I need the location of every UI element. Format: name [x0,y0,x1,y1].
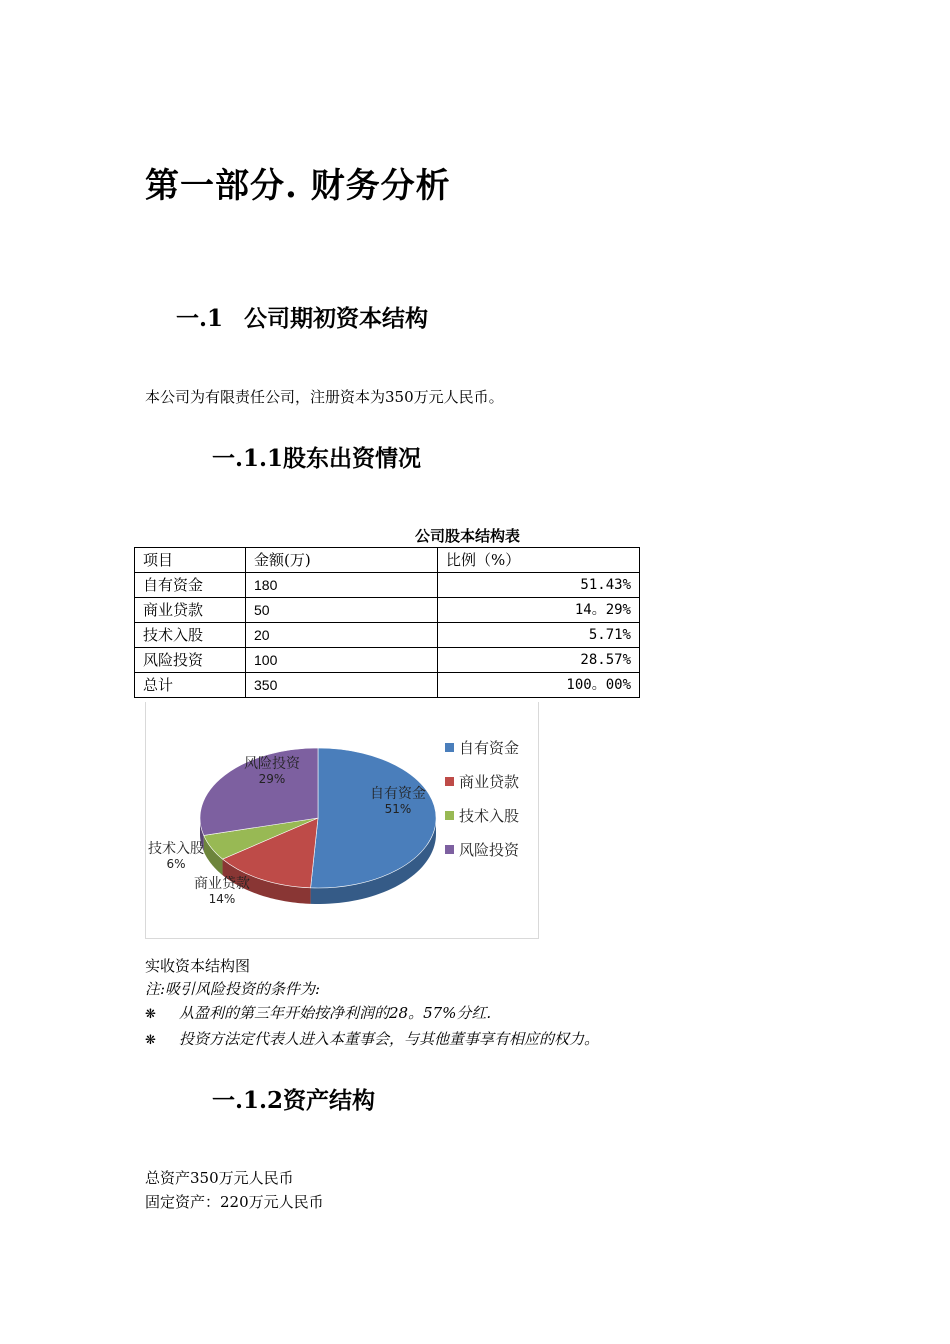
cell-ratio: 100。00% [438,673,640,698]
section-title: 公司期初资本结构 [244,305,428,332]
pie-chart-area [145,702,539,939]
pie-value-label: 6% [166,857,186,871]
table-header-row [135,548,640,573]
table-row [135,623,640,648]
cell-item: 自有资金 [135,573,246,598]
snowflake-bullet-icon: ❋ [145,1033,156,1048]
cell-amount: 20 [246,623,438,648]
pie-value-label: 14% [208,892,236,906]
part-title: 第一部分. 财务分析 [145,166,451,206]
table-row-total [135,673,640,698]
note-bullet-text: 从盈利的第三年开始按净利润的28。57%分红. [179,1004,492,1022]
legend-swatch [445,777,454,786]
cell-ratio: 5.71% [438,623,640,648]
section-heading [176,300,428,333]
cell-ratio: 14。29% [438,598,640,623]
subsection-heading-assets: 一.1.2资产结构 [212,1087,376,1114]
intro-paragraph: 本公司为有限责任公司，注册资本为350万元人民币。 [145,388,504,406]
chart-caption: 实收资本结构图 [145,957,251,975]
equity-table [134,547,640,698]
subsection-heading-shareholders: 一.1.1股东出资情况 [212,445,422,472]
assets-fixed: 固定资产：220万元人民币 [145,1193,324,1211]
pie-category-label: 自有资金 [370,786,426,802]
cell-item: 总计 [135,673,246,698]
cell-ratio: 51.43% [438,573,640,598]
snowflake-bullet-icon: ❋ [145,1007,156,1022]
cell-amount: 50 [246,598,438,623]
cell-item: 风险投资 [135,648,246,673]
pie-category-label: 风险投资 [244,756,300,772]
cell-amount: 350 [246,673,438,698]
cell-ratio: 28.57% [438,648,640,673]
header-cell-amount: 金额(万) [246,548,438,573]
pie-category-label: 商业贷款 [194,876,250,892]
pie-category-label: 技术入股 [148,841,204,857]
header-cell-item: 项目 [135,548,246,573]
section-number: 一.1 [176,305,224,332]
cell-amount: 100 [246,648,438,673]
pie-value-label: 51% [384,802,412,816]
pie-value-label: 29% [258,772,286,786]
table-caption: 公司股本结构表 [415,527,521,545]
note-intro: 注:吸引风险投资的条件为: [145,980,321,998]
table-row [135,573,640,598]
note-bullet-text: 投资方法定代表人进入本董事会，与其他董事享有相应的权力。 [179,1030,600,1048]
assets-total: 总资产350万元人民币 [145,1169,294,1187]
legend-swatch [445,845,454,854]
pie-chart [146,702,538,938]
legend-label: 技术入股 [459,807,520,825]
legend-swatch [445,811,454,820]
note-bullet-item [145,1028,599,1049]
cell-item: 技术入股 [135,623,246,648]
table-row [135,648,640,673]
table-row [135,598,640,623]
legend-label: 商业贷款 [459,773,520,791]
legend-label: 风险投资 [459,841,520,859]
header-cell-ratio: 比例（%） [438,548,640,573]
cell-item: 商业贷款 [135,598,246,623]
legend-label: 自有资金 [459,739,520,757]
cell-amount: 180 [246,573,438,598]
legend-swatch [445,743,454,752]
note-bullet-item [145,1002,491,1023]
